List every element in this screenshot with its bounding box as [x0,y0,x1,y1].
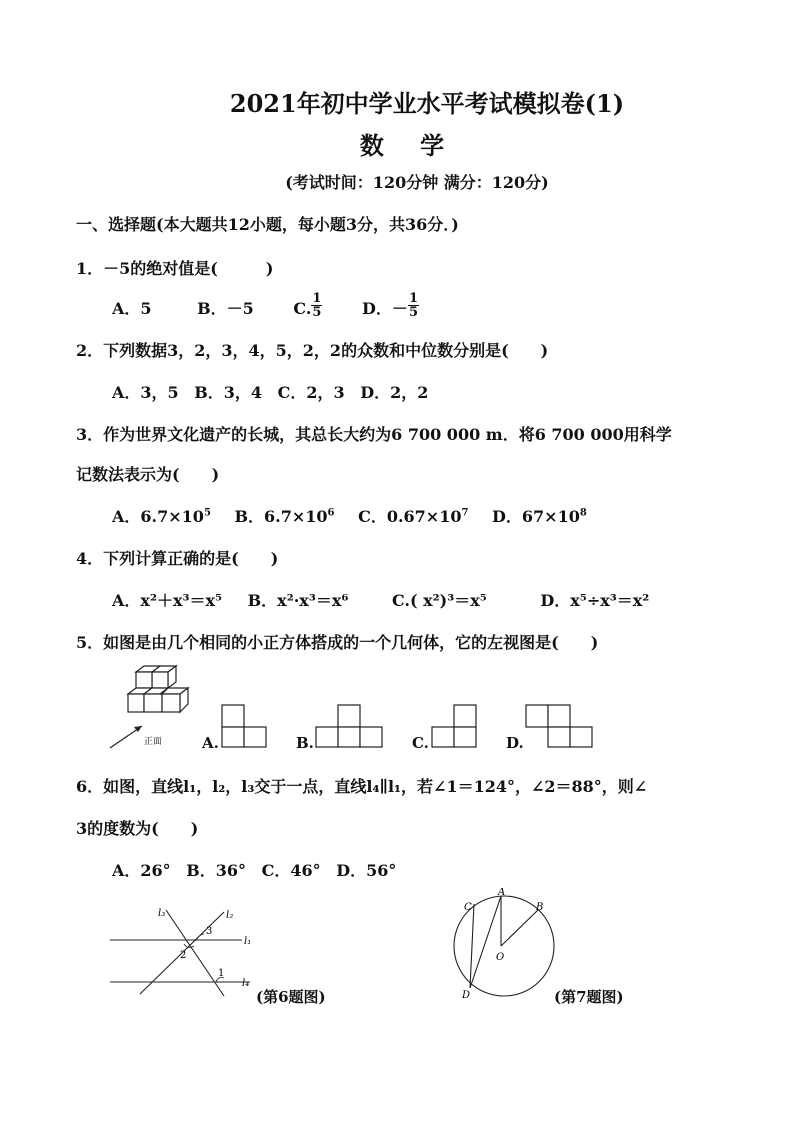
point-d-label: D [462,990,471,1001]
line-l3 [166,910,224,996]
q3-b-base: B．6.7×10 [234,507,328,526]
q2-option-b: B．3，4 [194,383,263,402]
q4-option-a: A．x²＋x³＝x⁵ [112,591,223,610]
q5-option-b-label: B. [296,734,314,752]
q1-option-d [362,291,419,323]
question-6-stem-line2: 3的度数为( ) [76,819,199,838]
question-6-stem-line1: 6．如图，直线l₁，l₂，l₃交于一点，直线l₄∥l₁，若∠1＝124°，∠2＝88°，则∠ [76,777,648,796]
q4-option-b: B．x²·x³＝x⁶ [247,591,349,610]
q5-option-b-figure [314,703,386,749]
q3-c-exponent: 7 [461,507,469,519]
q6-option-d: D．56° [336,861,397,880]
label-l4: l₄ [242,978,250,989]
q1-option-c-prefix: C. [293,299,312,318]
exam-meta: (考试时间：120分钟 满分：120分) [285,173,549,192]
question-1-stem: 1．－5的绝对值是( ) [76,259,274,278]
section-heading: 一、选择题(本大题共12小题，每小题3分，共36分．) [76,215,459,234]
q1-option-a: A．5 [112,299,152,318]
q3-option-c [358,504,468,527]
label-l1: l₁ [244,936,252,947]
q1-option-b: B．－5 [197,299,254,318]
point-a-label: A [498,888,506,898]
q3-c-base: C．0.67×10 [358,507,462,526]
q1-option-d-fraction [408,292,419,319]
question-2-options [112,380,446,403]
question-3-stem-line1: 3．作为世界文化遗产的长城，其总长大约为6 700 000 m．将6 700 000用科学 [76,425,672,444]
q3-a-exponent: 5 [203,507,211,519]
q4-option-c: C.( x²)³＝x⁵ [391,591,487,610]
angle-1-label: 1 [218,968,225,979]
q2-option-c: C．2，3 [277,383,345,402]
q1-c-denominator: 5 [312,305,322,320]
angle-3-label: 3 [206,926,213,937]
question-2-stem: 2．下列数据3，2，3，4，5，2，2的众数和中位数分别是( ) [76,341,549,360]
q3-d-base: D．67×10 [492,507,580,526]
question-4-stem: 4．下列计算正确的是( ) [76,549,279,568]
segment-ob [501,910,538,946]
q5-option-c-label: C. [412,734,429,752]
q1-d-denominator: 5 [408,305,418,320]
segment-cd [470,904,474,988]
q4-option-d: D．x⁵÷x³＝x² [540,591,650,610]
q6-caption: (第6题图) [256,988,326,1006]
q6-option-a: A．26° [112,861,171,880]
question-3-stem-line2: 记数法表示为( ) [76,465,220,484]
q3-option-d [492,504,587,527]
question-6-options [112,858,414,881]
point-b-label: B [536,902,544,913]
q3-b-exponent: 6 [327,507,335,519]
q6-option-c: C．46° [261,861,321,880]
q5-option-d-label: D. [506,734,524,752]
subject-title: 数 学 [359,131,459,160]
page-title: 2021年初中学业水平考试模拟卷(1) [229,89,625,118]
question-5-stem: 5．如图是由几个相同的小正方体搭成的一个几何体，它的左视图是( ) [76,633,599,652]
q5-option-d-figure [524,703,596,749]
question-1-options [112,291,437,323]
angle-2-label: 2 [180,950,187,961]
q5-solid-figure [104,664,204,756]
label-l3: l₃ [158,908,166,919]
q1-option-c [293,291,322,323]
q6-figure [108,900,268,1000]
label-l2: l₂ [226,910,234,921]
q7-figure [446,888,566,1004]
q5-option-a-label: A. [202,734,219,752]
segment-ad [470,896,501,988]
front-label: 正面 [144,737,163,747]
q1-option-d-prefix: D．－ [362,299,408,318]
q7-caption: (第7题图) [554,988,624,1006]
q2-option-a: A．3，5 [112,383,179,402]
q3-d-exponent: 8 [579,507,587,519]
q3-option-b [234,504,334,527]
point-c-label: C [464,902,472,913]
q1-c-numerator: 1 [312,291,322,306]
q3-option-a [112,504,211,527]
q6-option-b: B．36° [186,861,247,880]
q1-option-c-fraction [311,292,322,319]
q5-option-c-figure [430,703,480,749]
question-3-options [112,504,605,527]
q1-d-numerator: 1 [408,291,418,306]
point-o-label: O [496,952,505,963]
q2-option-d: D．2，2 [360,383,429,402]
question-4-options [112,588,667,611]
q3-a-base: A．6.7×10 [112,507,204,526]
q5-option-a-figure [220,703,270,749]
